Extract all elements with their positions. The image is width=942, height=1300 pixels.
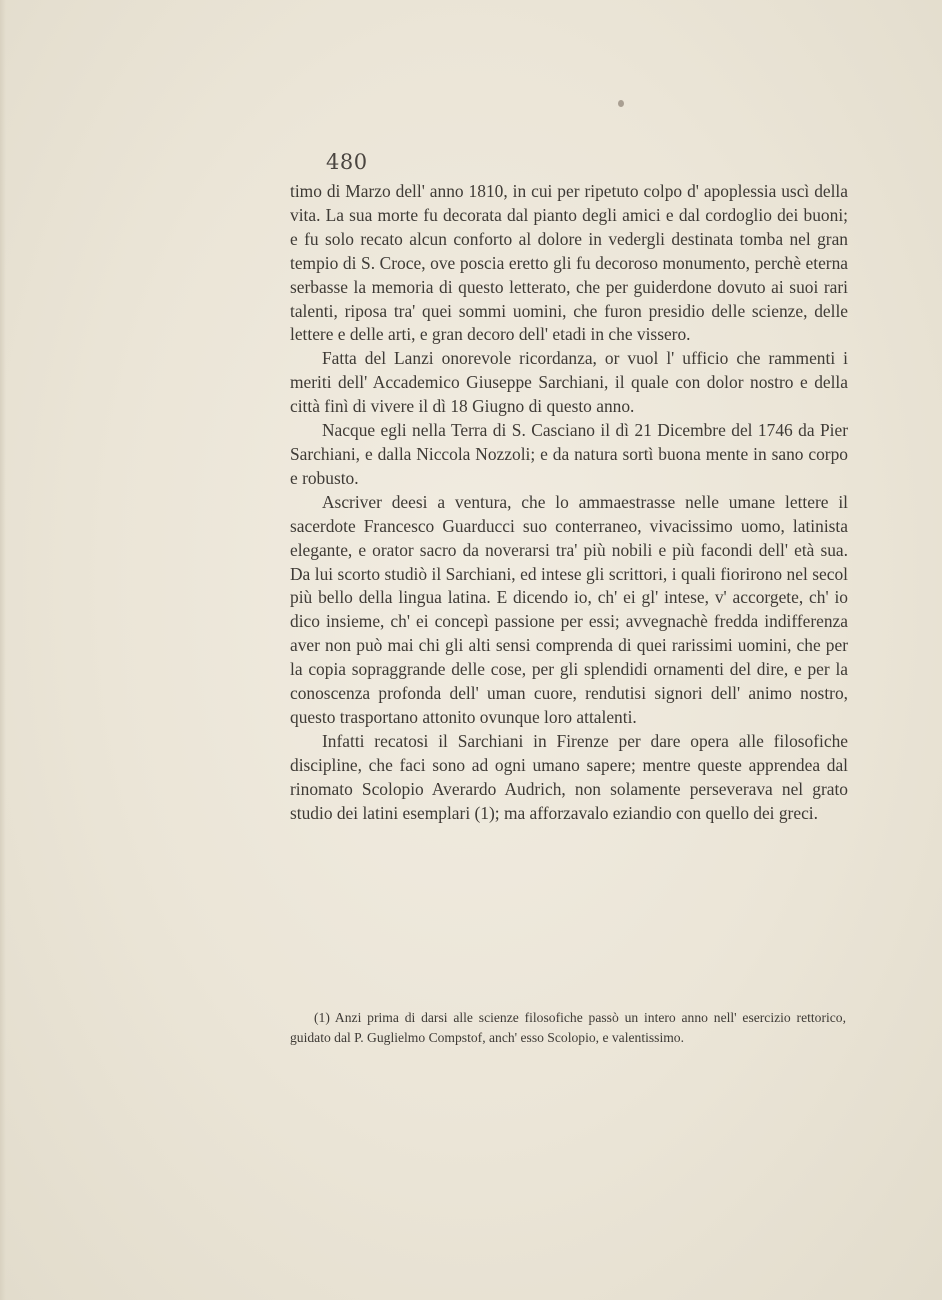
- footnote: (1) Anzi prima di darsi alle scienze filosofiche passò un intero anno nell' esercizio rettorico, guidato dal P. Guglielmo Compstof, anch' esso Scolopio, e valentissimo.: [290, 1010, 846, 1045]
- paragraph-continuation: timo di Marzo dell' anno 1810, in cui per ripetuto colpo d' apoplessia uscì della vita. La sua morte fu decorata dal pianto degli amici e dal cordoglio dei buoni; e fu solo recato alcun conforto al dolore in vedergli destinata tomba nel gran tempio di S. Croce, ove poscia eretto gli fu decoroso monumento, perchè eterna serbasse la memoria di questo letterato, che per guiderdone dovuto ai suoi rari talenti, riposa tra' quei sommi uomini, che furon presidio delle scienze, delle lettere e delle arti, e gran decoro dell' etadi in che vissero.: [290, 181, 848, 345]
- paragraph: Ascriver deesi a ventura, che lo ammaestrasse nelle umane lettere il sacerdote Francesco Guarducci suo conterraneo, vivacissimo uomo, latinista elegante, e orator sacro da noverarsi tra' più nobili e più facondi dell' età sua. Da lui scorto studiò il Sarchiani, ed intese gli scrittori, i quali fiorirono nel secol più bello della lingua latina. E dicendo io, ch' ei gl' intese, v' accorgete, ch' io dico insieme, ch' ei concepì passione per essi; avvegnachè fredda indifferenza aver non può mai chi gli alti sensi comprenda di quei rarissimi uomini, che per la copia sopraggrande delle cose, per gli splendidi ornamenti del dire, e per la conoscenza profonda dell' uman cuore, rendutisi signori dell' animo nostro, questo trasportano attonito ovunque loro attalenti.: [290, 491, 848, 727]
- page-edge-shadow: [0, 0, 6, 1300]
- paragraph: Nacque egli nella Terra di S. Casciano il dì 21 Dicembre del 1746 da Pier Sarchiani, e dalla Niccola Nozzoli; e da natura sortì buona mente in sano corpo e robusto.: [290, 420, 848, 488]
- paragraph: Fatta del Lanzi onorevole ricordanza, or vuol l' ufficio che rammenti i meriti dell' Accademico Giuseppe Sarchiani, il quale con dolor nostro e della città finì di vivere il dì 18 Giugno di questo anno.: [290, 348, 848, 417]
- body-text: [290, 180, 848, 825]
- ink-speck: [618, 100, 624, 107]
- paragraph: Infatti recatosi il Sarchiani in Firenze per dare opera alle filosofiche discipline, che faci sono ad ogni umano sapere; mentre queste apprendea dal rinomato Scolopio Averardo Audrich, non solamente perseverava nel grato studio dei latini esemplari (1); ma afforzavalo eziandio con quello dei greci.: [290, 730, 848, 823]
- page-number: 480: [326, 150, 368, 174]
